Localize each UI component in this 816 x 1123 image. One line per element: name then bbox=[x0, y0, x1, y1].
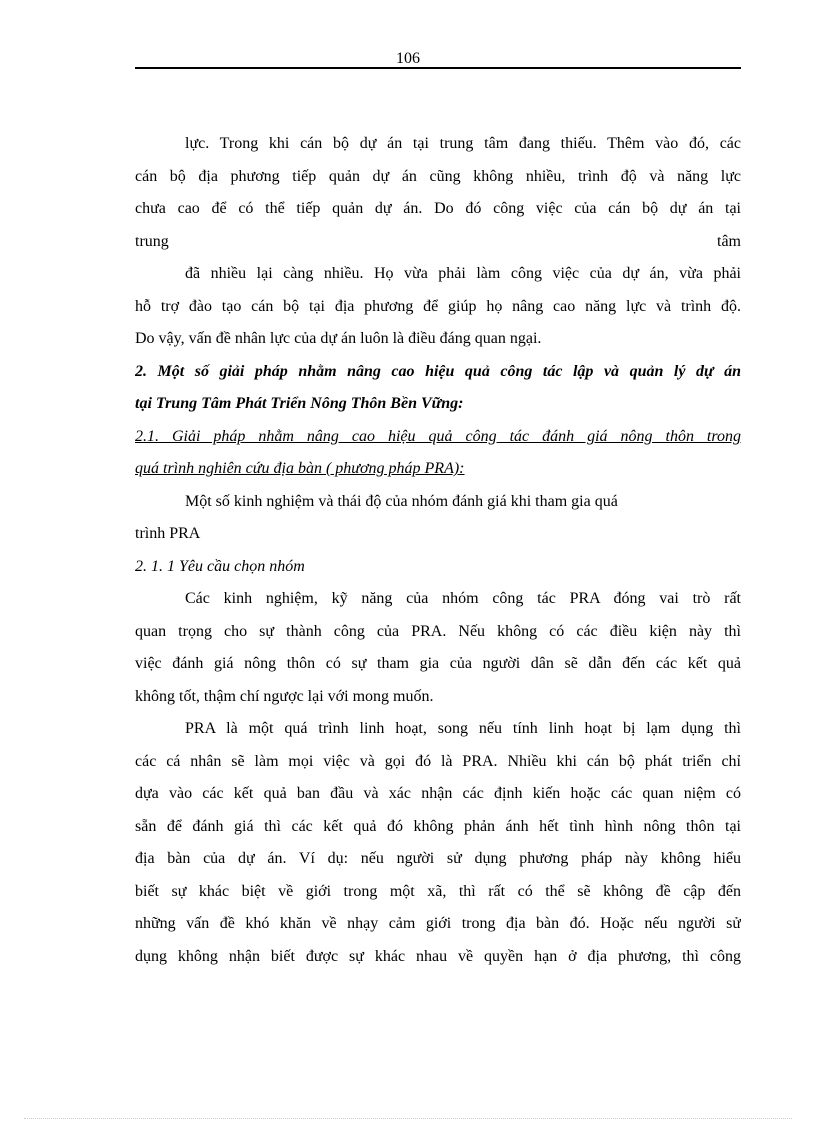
text-line: hỗ trợ đào tạo cán bộ tại địa phương để giúp họ nâng cao năng lực và trình độ. bbox=[135, 297, 741, 315]
text-line: địa bàn của dự án. Ví dụ: nếu người sử dụng phương pháp này không hiểu bbox=[135, 850, 741, 867]
text-line: trình PRA bbox=[135, 525, 201, 542]
text-line: sẵn để đánh giá thì các kết quả đó không phản ánh hết tình hình nông thôn tại bbox=[135, 817, 741, 835]
heading-line: 2.1. Giải pháp nhằm nâng cao hiệu quả công tác đánh giá nông thôn trong bbox=[135, 427, 741, 445]
text-line: cán bộ địa phương tiếp quản dự án cũng không nhiều, trình độ và năng lực bbox=[135, 167, 741, 185]
paragraph-5 bbox=[135, 713, 741, 973]
heading-line: 2. Một số giải pháp nhằm nâng cao hiệu quả công tác lập và quản lý dự án bbox=[135, 362, 741, 380]
paragraph-1 bbox=[135, 128, 741, 258]
paragraph-4 bbox=[135, 583, 741, 713]
text-word: trung bbox=[135, 232, 169, 250]
text-line: Một số kinh nghiệm và thái độ của nhóm đánh giá khi tham gia quá bbox=[185, 492, 618, 510]
text-line: quan trọng cho sự thành công của PRA. Nếu không có các điều kiện này thì bbox=[135, 622, 741, 640]
text-line: dụng không nhận biết được sự khác nhau về quyền hạn ở địa phương, thì công bbox=[135, 947, 741, 965]
paragraph-2 bbox=[135, 258, 741, 356]
text-line: đã nhiều lại càng nhiều. Họ vừa phải làm công việc của dự án, vừa phải bbox=[185, 265, 741, 282]
paragraph-3 bbox=[135, 486, 741, 551]
heading-line: tại Trung Tâm Phát Triển Nông Thôn Bền Vững: bbox=[135, 395, 464, 412]
text-line: việc đánh giá nông thôn có sự tham gia của người dân sẽ dẫn đến các kết quả bbox=[135, 655, 741, 672]
text-line bbox=[135, 226, 741, 259]
text-line: dựa vào các kết quả ban đầu và xác nhận các định kiến hoặc các quan niệm có bbox=[135, 785, 741, 802]
section-heading-2-1-1: 2. 1. 1 Yêu cầu chọn nhóm bbox=[135, 557, 305, 575]
text-line: biết sự khác biệt về giới trong một xã, thì rất có thể sẽ không đề cập đến bbox=[135, 882, 741, 900]
text-line: những vấn đề khó khăn về nhạy cảm giới trong địa bàn đó. Hoặc nếu người sử bbox=[135, 915, 741, 932]
document-body bbox=[135, 128, 741, 973]
header-rule bbox=[135, 67, 741, 69]
text-line: không tốt, thậm chí ngược lại với mong muốn. bbox=[135, 687, 434, 705]
text-word: tâm bbox=[717, 232, 741, 250]
text-line: chưa cao để có thể tiếp quản dự án. Do đó công việc của cán bộ dự án tại bbox=[135, 200, 741, 217]
section-heading-2 bbox=[135, 356, 741, 421]
page-bottom-border bbox=[24, 1118, 792, 1119]
text-line: lực. Trong khi cán bộ dự án tại trung tâm đang thiếu. Thêm vào đó, các bbox=[185, 135, 741, 152]
text-line: các cá nhân sẽ làm mọi việc và gọi đó là PRA. Nhiều khi cán bộ phát triển chỉ bbox=[135, 752, 741, 770]
heading-line: quá trình nghiên cứu địa bàn ( phương pháp PRA): bbox=[135, 460, 465, 477]
text-line: Các kinh nghiệm, kỹ năng của nhóm công tác PRA đóng vai trò rất bbox=[185, 590, 741, 607]
page-number: 106 bbox=[396, 50, 420, 67]
text-line: Do vậy, vấn đề nhân lực của dự án luôn là điều đáng quan ngại. bbox=[135, 330, 542, 347]
section-heading-2-1 bbox=[135, 421, 741, 486]
text-line: PRA là một quá trình linh hoạt, song nếu tính linh hoạt bị lạm dụng thì bbox=[185, 720, 741, 737]
